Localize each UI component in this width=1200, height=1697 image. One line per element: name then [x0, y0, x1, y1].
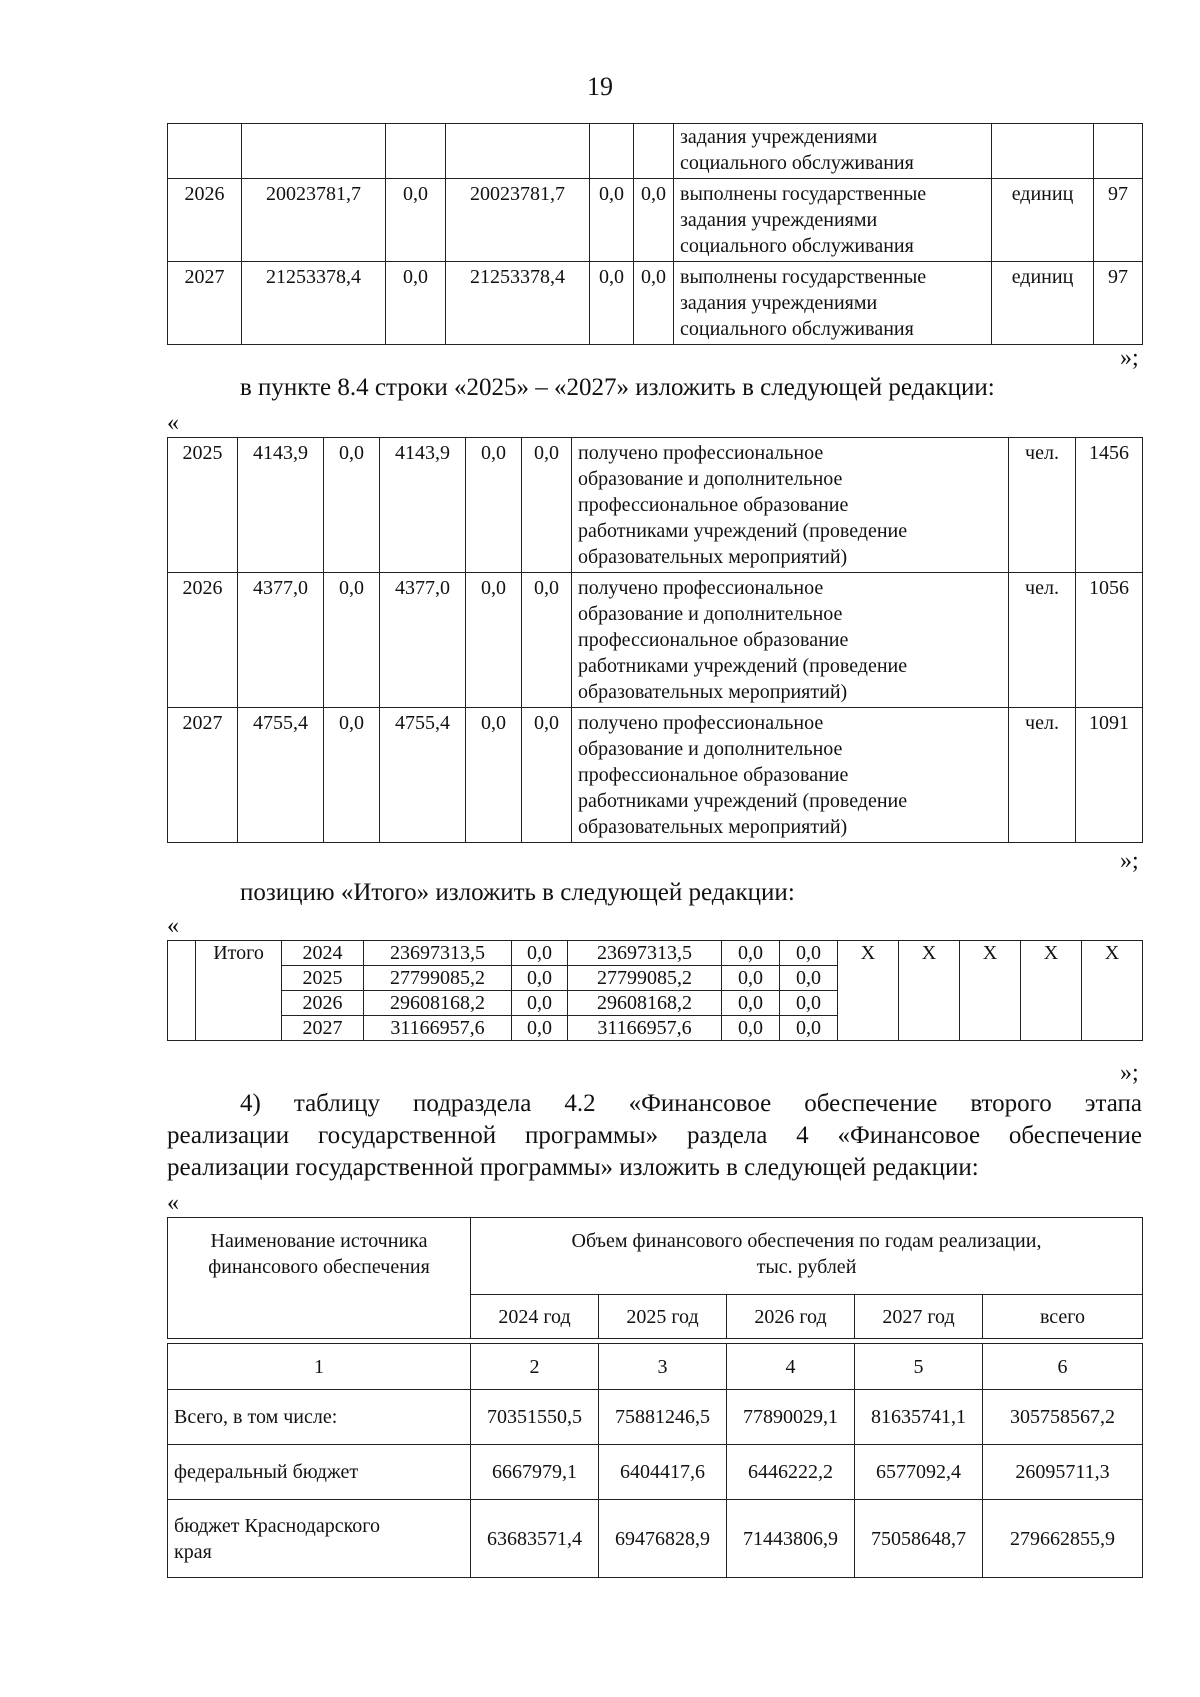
- table-row: [168, 124, 1143, 179]
- paragraph-item-8-4: в пункте 8.4 строки «2025» – «2027» изложить в следующей редакции:: [240, 374, 995, 401]
- closing-quote: »;: [1120, 345, 1139, 371]
- table-row: 2025 4143,9 0,0 4143,9 0,0 0,0 получено профессиональное образование и дополнительное профессиональное образование работниками учреждений (проведение образовательных мероприятий) чел. 1456: [168, 438, 1143, 573]
- column-numbers-row: 1 2 3 4 5 6: [168, 1344, 1143, 1390]
- financial-table: [167, 1217, 1143, 1578]
- page-number: 19: [587, 72, 613, 101]
- table-row: 2027 31166957,6 0,0 31166957,6 0,0 0,0: [168, 1016, 1143, 1041]
- table-header-row: [168, 1218, 1143, 1295]
- table-row: 2027 21253378,4 0,0 21253378,4 0,0 0,0 выполнены государственные задания учреждениями социального обслуживания единиц 97: [168, 262, 1143, 345]
- paragraph-itogo: позицию «Итого» изложить в следующей редакции:: [240, 879, 795, 906]
- paragraph-line: 4) таблицу подраздела 4.2 «Финансовое обеспечение второго этапа: [240, 1090, 1142, 1117]
- table-item-8-4: [167, 437, 1143, 843]
- itogo-label: Итого: [196, 941, 282, 1041]
- paragraph-line: реализации государственной программы» изложить в следующей редакции:: [167, 1154, 979, 1181]
- closing-quote: »;: [1120, 1060, 1139, 1086]
- table-row: 2027 4755,4 0,0 4755,4 0,0 0,0 получено профессиональное образование и дополнительное профессиональное образование работниками учреждений (проведение образовательных мероприятий) чел. 1091: [168, 708, 1143, 843]
- table-itogo: [167, 940, 1143, 1041]
- closing-quote: »;: [1120, 848, 1139, 874]
- table-row: бюджет Краснодарского края 63683571,4 69476828,9 71443806,9 75058648,7 279662855,9: [168, 1500, 1143, 1578]
- table-continuation: [167, 123, 1143, 345]
- table-row: Итого 2024 23697313,5 0,0 23697313,5 0,0 0,0 Х Х Х Х Х: [168, 941, 1143, 966]
- table-header-row: 2024 год 2025 год 2026 год 2027 год всего: [168, 1295, 1143, 1339]
- table-row: 2026 20023781,7 0,0 20023781,7 0,0 0,0 выполнены государственные задания учреждениями социального обслуживания единиц 97: [168, 179, 1143, 262]
- table-row: 2026 29608168,2 0,0 29608168,2 0,0 0,0: [168, 991, 1143, 1016]
- header-volume: Объем финансового обеспечения по годам реализации, тыс. рублей: [471, 1218, 1143, 1295]
- opening-quote: «: [167, 1190, 179, 1216]
- paragraph-line: реализации государственной программы» раздела 4 «Финансовое обеспечение: [167, 1122, 1142, 1149]
- header-source: Наименование источника финансового обеспечения: [168, 1218, 471, 1339]
- table-row: Всего, в том числе: 70351550,5 75881246,5 77890029,1 81635741,1 305758567,2: [168, 1390, 1143, 1445]
- opening-quote: «: [167, 410, 179, 436]
- table-row: федеральный бюджет 6667979,1 6404417,6 6446222,2 6577092,4 26095711,3: [168, 1445, 1143, 1500]
- paragraph-item-4: [167, 1088, 1142, 1184]
- opening-quote: «: [167, 913, 179, 939]
- table-row: 2025 27799085,2 0,0 27799085,2 0,0 0,0: [168, 966, 1143, 991]
- table-row: 2026 4377,0 0,0 4377,0 0,0 0,0 получено профессиональное образование и дополнительное профессиональное образование работниками учреждений (проведение образовательных мероприятий) чел. 1056: [168, 573, 1143, 708]
- result-cell: задания учреждениями социального обслуживания: [674, 124, 992, 179]
